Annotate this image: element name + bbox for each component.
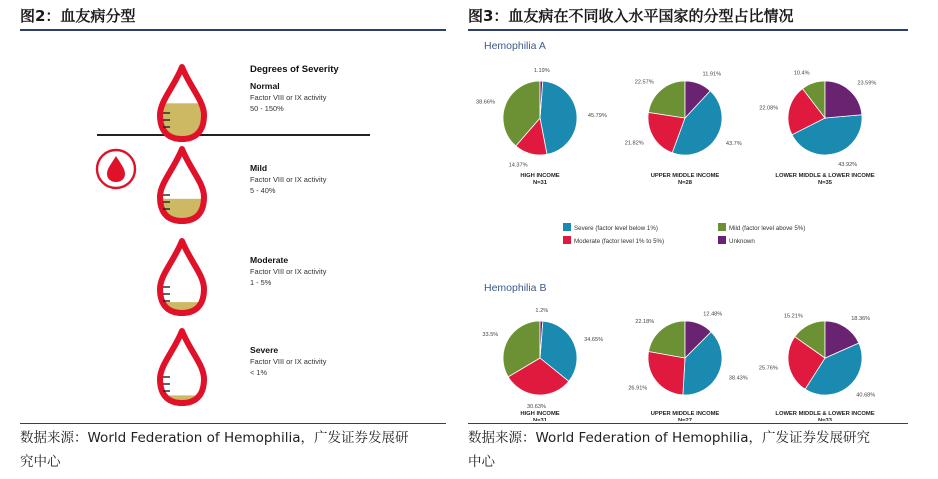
pie-slice-severe [540,81,577,154]
pie-slice-mild [648,81,685,118]
blood-drop-badge-icon [97,150,135,188]
hemophilia-pie-charts [468,31,908,421]
pie-income-label: HIGH INCOME [520,173,560,179]
pie-0-2 [759,71,876,187]
legend-swatch-unknown [718,236,726,244]
pie-data-label: 33.5% [482,332,499,339]
severity-range: 5 - 40% [250,186,276,195]
pie-1-2 [759,313,875,421]
right-figure-title: 图3：血友病在不同收入水平国家的分型占比情况 [468,7,794,25]
pie-data-label: 22.57% [634,79,654,86]
legend-swatch-severe [563,223,571,231]
blood-drops-group [156,67,208,403]
chart-legend [563,223,805,245]
pie-data-label: 22.18% [635,319,655,326]
blood-drop-icon-normal [156,67,208,139]
legend-label-mild: Mild (factor level above 5%) [729,225,806,232]
pie-n-label: N=31 [532,180,548,186]
blood-drop-icon-moderate [156,241,208,313]
pie-income-label: UPPER MIDDLE INCOME [650,173,720,179]
pie-data-label: 43.92% [838,162,858,169]
right-source-line-1: 数据来源：World Federation of Hemophilia，广发证券发展研究 [468,430,870,446]
blood-drop-icon-severe [156,331,208,403]
blood-drop-icon-mild [156,149,208,221]
hemophilia-b-title: Hemophilia B [484,282,547,294]
pie-data-label: 1.19% [533,68,550,74]
pie-slice-mild [649,321,685,358]
pie-data-label: 11.91% [702,71,722,78]
severity-name-mild: Mild [250,163,268,173]
pie-data-label: 43.7% [725,141,742,148]
pie-n-label: N=33 [817,418,833,421]
pie-data-label: 25.76% [758,365,778,372]
pie-data-label: 15.21% [783,313,803,320]
severity-header: Degrees of Severity [250,64,339,75]
pie-slice-unknown [825,81,862,118]
right-bottom-rule [468,423,908,424]
pie-0-1 [625,71,742,186]
pie-data-label: 14.37% [508,162,528,169]
legend-label-moderate: Moderate (factor level 1% to 5%) [574,238,665,245]
pie-1-1 [628,312,747,421]
pie-n-label: N=27 [677,418,693,421]
severity-name-moderate: Moderate [250,255,289,265]
pie-data-label: 38.66% [476,99,495,106]
pie-n-label: N=31 [532,418,548,421]
pie-data-label: 1.2% [535,308,549,314]
pie-data-label: 40.68% [856,392,876,399]
pie-income-label: UPPER MIDDLE INCOME [650,411,720,417]
severity-name-normal: Normal [250,81,280,91]
severity-range: 1 - 5% [250,278,272,287]
legend-swatch-mild [718,223,726,231]
severity-desc: Factor VIII or IX activity [250,175,327,184]
pie-data-label: 10.4% [793,70,810,77]
pie-data-label: 12.48% [703,311,723,318]
legend-label-unknown: Unknown [729,238,755,245]
pie-data-label: 30.63% [527,403,546,410]
severity-desc: Factor VIII or IX activity [250,357,327,366]
left-bottom-rule [20,423,446,424]
pie-income-label: HIGH INCOME [520,411,560,417]
severity-text-group [250,81,327,377]
pie-data-label: 22.08% [759,105,779,112]
hemophilia-a-title: Hemophilia A [484,40,546,52]
severity-name-severe: Severe [250,345,279,355]
pie-income-label: LOWER MIDDLE & LOWER INCOME [775,173,875,179]
pie-data-label: 45.79% [587,113,607,120]
pie-slice-moderate [648,351,685,394]
severity-range: < 1% [250,368,268,377]
pie-data-label: 34.65% [584,337,604,343]
pie-data-label: 26.91% [628,385,648,392]
pie-n-label: N=35 [817,180,833,186]
right-source-line-2: 中心 [468,454,495,470]
pie-data-label: 23.59% [857,80,877,87]
severity-desc: Factor VIII or IX activity [250,267,327,276]
pie-data-label: 38.43% [728,375,748,382]
severity-range: 50 - 150% [250,104,284,113]
pie-1-0 [482,308,603,421]
left-source-line-2: 究中心 [20,454,61,470]
legend-swatch-moderate [563,236,571,244]
pie-data-label: 21.82% [624,140,644,147]
severity-desc: Factor VIII or IX activity [250,93,327,102]
pie-data-label: 18.36% [851,315,871,322]
pies-group [476,68,876,421]
legend-label-severe: Severe (factor level below 1%) [574,225,658,232]
severity-diagram [20,31,446,421]
left-source-line-1: 数据来源：World Federation of Hemophilia，广发证券发展研 [20,430,409,446]
pie-n-label: N=28 [677,180,693,186]
pie-income-label: LOWER MIDDLE & LOWER INCOME [775,411,875,417]
pie-0-0 [476,68,607,186]
left-figure-title: 图2：血友病分型 [20,7,136,25]
